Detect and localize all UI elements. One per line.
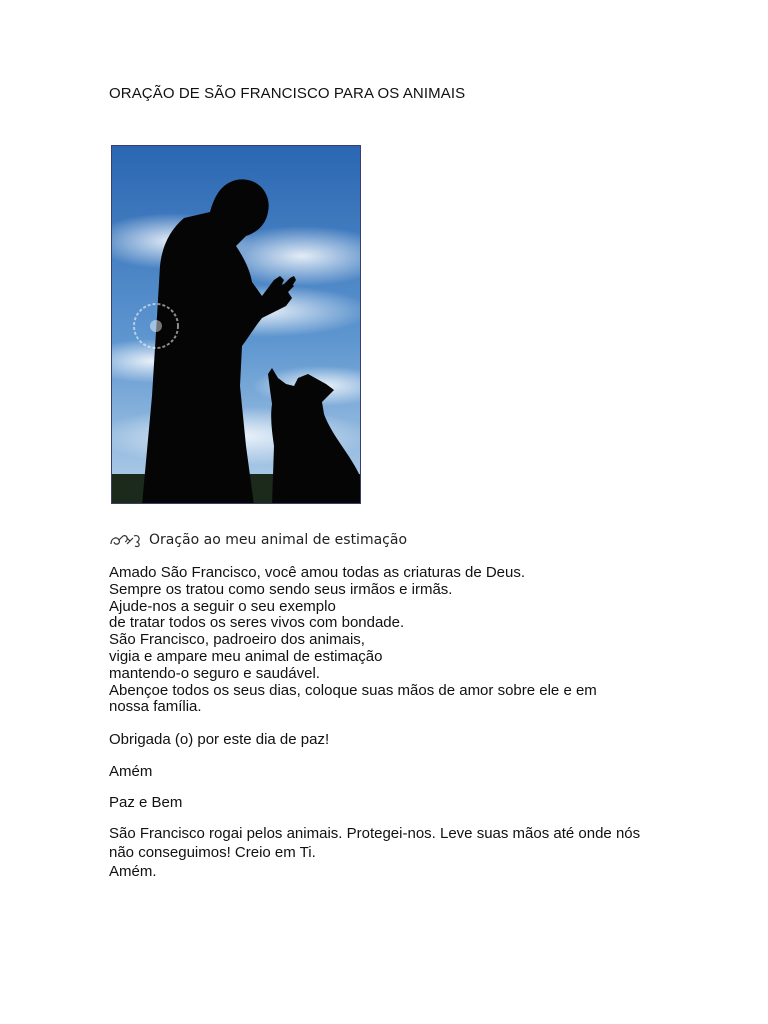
document-title: ORAÇÃO DE SÃO FRANCISCO PARA OS ANIMAIS <box>109 85 466 102</box>
prayer-line: nossa família. <box>109 698 202 716</box>
prayer-line: Sempre os tratou como sendo seus irmãos e irmãs. <box>109 580 453 598</box>
prayer-line: de tratar todos os seres vivos com bondade. <box>109 614 405 632</box>
prayer-line: mantendo-o seguro e saudável. <box>109 664 320 682</box>
prayer-body <box>109 565 689 716</box>
subheading-text: Oração ao meu animal de estimação <box>149 532 408 548</box>
prayer-line: São Francisco, padroeiro dos animais, <box>109 631 365 649</box>
closing-line: Amém. <box>109 863 157 880</box>
closing-line: não conseguimos! Creio em Ti. <box>109 844 316 861</box>
prayer-line: Abençoe todos os seus dias, coloque suas mãos de amor sobre ele e em <box>109 681 597 699</box>
peace-line: Paz e Bem <box>109 794 183 811</box>
saint-francis-dog-image <box>111 145 361 504</box>
amen-line: Amém <box>109 763 153 780</box>
floral-ornament-icon <box>109 532 143 548</box>
gratitude-line: Obrigada (o) por este dia de paz! <box>109 731 330 748</box>
prayer-line: Ajude-nos a seguir o seu exemplo <box>109 597 336 615</box>
prayer-line: vigia e ampare meu animal de estimação <box>109 647 383 665</box>
closing-paragraph <box>109 824 709 881</box>
closing-line: São Francisco rogai pelos animais. Protegei-nos. Leve suas mãos até onde nós <box>109 825 641 842</box>
prayer-subheading <box>109 532 407 548</box>
prayer-line: Amado São Francisco, você amou todas as criaturas de Deus. <box>109 564 526 581</box>
